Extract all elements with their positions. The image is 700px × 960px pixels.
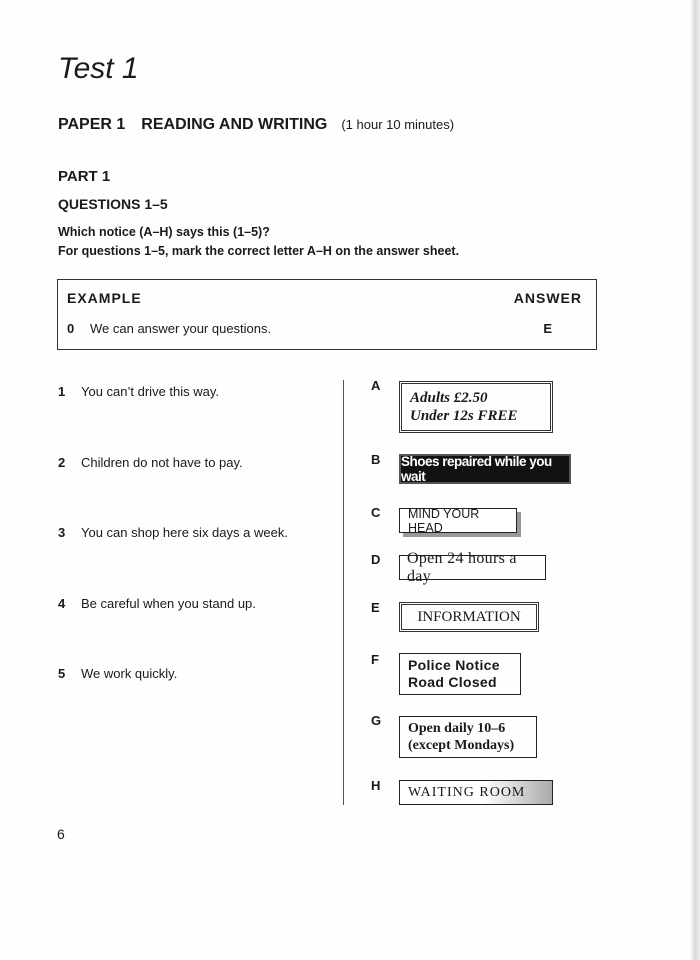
example-heading: EXAMPLE xyxy=(67,290,142,306)
notice-letter: E xyxy=(371,600,380,615)
notice-c xyxy=(399,508,517,533)
notice-line: Shoes repaired while you wait xyxy=(401,454,552,484)
notice-h xyxy=(399,780,553,805)
page-number: 6 xyxy=(57,826,65,842)
column-divider xyxy=(343,380,344,805)
notice-d xyxy=(399,549,546,585)
notice-letter: A xyxy=(371,378,381,393)
instruction-1: Which notice (A–H) says this (1–5)? xyxy=(58,225,270,239)
paper-heading xyxy=(58,116,454,134)
notice-line: INFORMATION xyxy=(417,608,521,625)
notice-letter: C xyxy=(371,505,381,520)
question-text: Be careful when you stand up. xyxy=(81,596,256,611)
question-text: Children do not have to pay. xyxy=(81,455,243,470)
example-number: 0 xyxy=(67,321,75,336)
part-heading: PART 1 xyxy=(58,168,111,185)
notice-g xyxy=(399,716,537,758)
example-text: We can answer your questions. xyxy=(90,321,272,336)
notice-letter: B xyxy=(371,452,381,467)
page-title: Test 1 xyxy=(58,52,139,85)
notice-line: Road Closed xyxy=(408,674,497,690)
paper-name: READING AND WRITING xyxy=(141,116,328,133)
question-number: 1 xyxy=(58,384,66,399)
notice-letter: G xyxy=(371,713,382,728)
question-number: 5 xyxy=(58,666,66,681)
paper-label: PAPER 1 xyxy=(58,116,126,133)
notice-line: Police Notice xyxy=(408,657,500,673)
notice-line: Under 12s FREE xyxy=(410,408,518,424)
page-binding-edge xyxy=(690,0,700,960)
notice-b xyxy=(399,454,571,484)
notice-letter: H xyxy=(371,778,381,793)
questions-heading: QUESTIONS 1–5 xyxy=(58,196,168,212)
notice-letter: D xyxy=(371,552,381,567)
answer-heading: ANSWER xyxy=(513,290,582,306)
example-answer: E xyxy=(543,321,552,336)
notice-line: Adults £2.50 xyxy=(410,390,488,406)
notice-line: WAITING ROOM xyxy=(408,784,526,800)
question-text: We work quickly. xyxy=(81,666,178,681)
notice-e xyxy=(399,602,539,632)
notice-line: MIND YOUR HEAD xyxy=(408,506,480,535)
notice-a xyxy=(399,381,553,433)
notice-line: Open daily 10–6 xyxy=(408,721,506,736)
notice-line: Open 24 hours a day xyxy=(407,549,517,585)
example-box xyxy=(57,279,597,350)
question-number: 3 xyxy=(58,525,66,540)
notice-letter: F xyxy=(371,652,379,667)
question-text: You can shop here six days a week. xyxy=(81,525,288,540)
question-number: 2 xyxy=(58,455,66,470)
instruction-2: For questions 1–5, mark the correct letter A–H on the answer sheet. xyxy=(58,244,460,258)
question-number: 4 xyxy=(58,596,66,611)
paper-duration: (1 hour 10 minutes) xyxy=(341,117,455,132)
notice-line: (except Mondays) xyxy=(408,738,515,753)
question-text: You can’t drive this way. xyxy=(81,384,220,399)
notice-f xyxy=(399,653,521,695)
